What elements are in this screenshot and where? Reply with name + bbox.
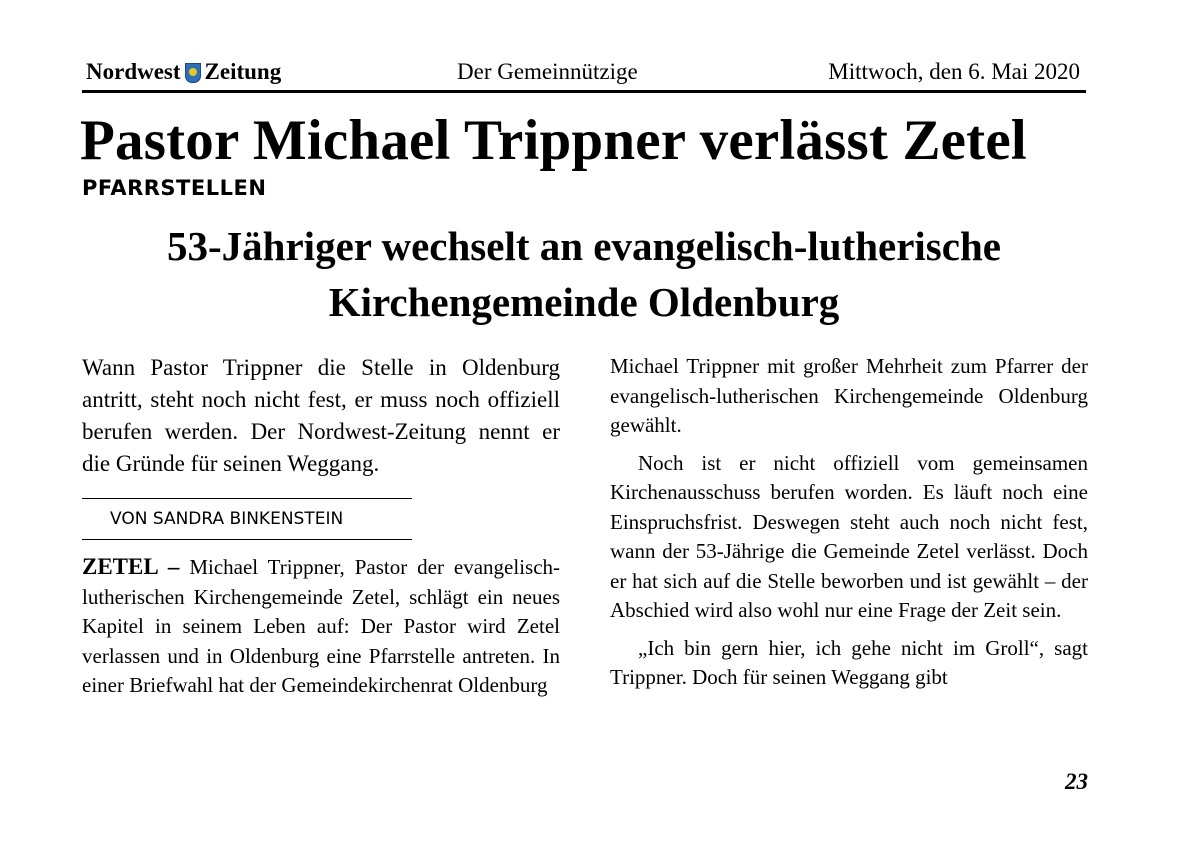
coat-of-arms-icon <box>185 63 201 83</box>
section-label: Der Gemeinnützige <box>457 59 638 84</box>
article-body-paragraph: Noch ist er nicht offiziell vom gemeinsamen Kirchenausschuss berufen worden. Es läuft noch eine Einspruchsfrist. Deswegen steht auch noch nicht fest, wann der 53-Jährige die Gemeinde Zetel verlässt. Doch er hat sich auf die Stelle beworben und ist gewählt – der Abschied wird also wohl nur eine Frage der Zeit sein. <box>610 450 1088 622</box>
article-body-paragraph: Michael Trippner mit großer Mehrheit zum Pfarrer der evangelisch-lutherischen Kirchengemeinde Oldenburg gewählt. <box>610 354 1088 437</box>
article-column-1 <box>82 352 560 701</box>
article-headline: Pastor Michael Trippner verlässt Zetel <box>80 109 1027 172</box>
article-dateline: ZETEL – <box>82 554 180 579</box>
masthead-left: Nordwest <box>86 59 181 84</box>
page-header <box>82 56 1086 93</box>
newspaper-masthead <box>86 59 281 85</box>
article-body-paragraph <box>82 552 560 701</box>
column-1-body: Michael Trippner, Pastor der evangelisch-lutherischen Kirchengemeinde Zetel, schlägt ein neues Kapitel in seinem Leben auf: Der Pastor wird Zetel verlassen und in Oldenburg eine Pfarrstelle antreten. In einer Briefwahl hat der Gemeindekirchenrat Oldenburg <box>82 555 561 697</box>
masthead-right: Zeitung <box>204 59 282 84</box>
article-column-2 <box>610 352 1088 693</box>
article-lead: Wann Pastor Trippner die Stelle in Oldenburg antritt, steht noch nicht fest, er muss noch offiziell berufen werden. Der Nordwest-Zeitung nennt er die Gründe für seinen Weggang. <box>82 355 560 476</box>
issue-date: Mittwoch, den 6. Mai 2020 <box>828 59 1080 84</box>
page-number: 23 <box>1065 769 1088 794</box>
article-body-paragraph: „Ich bin gern hier, ich gehe nicht im Groll“, sagt Trippner. Doch für seinen Weggang gibt <box>610 635 1088 689</box>
article-byline: VON SANDRA BINKENSTEIN <box>110 509 344 529</box>
article-subhead: 53-Jähriger wechselt an evangelisch-lutherische Kirchengemeinde Oldenburg <box>167 223 1001 325</box>
article-kicker: PFARRSTELLEN <box>82 176 267 200</box>
